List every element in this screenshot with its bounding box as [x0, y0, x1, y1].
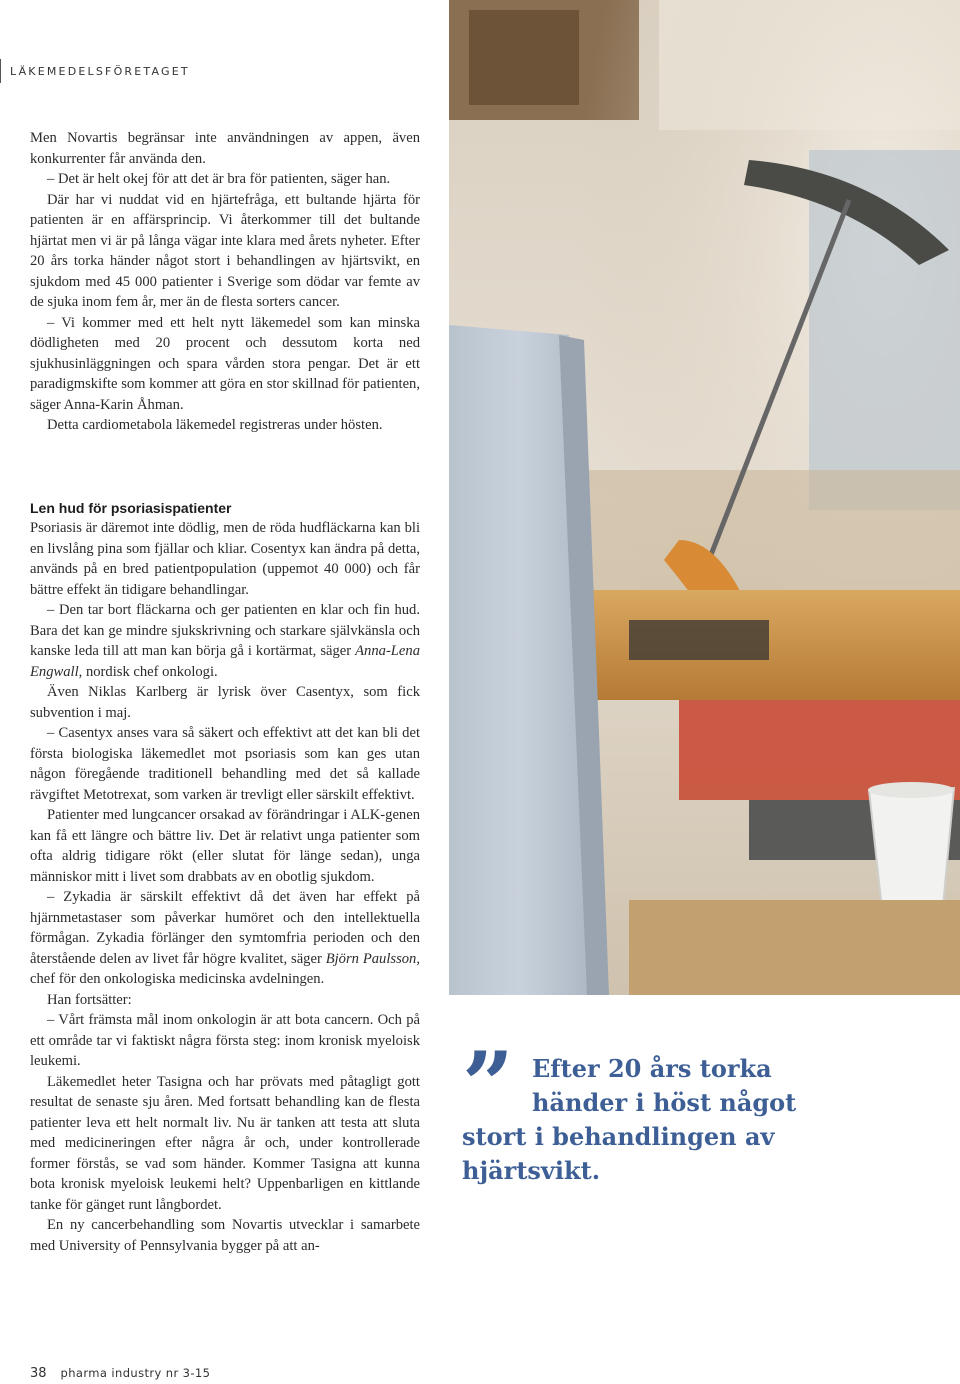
- pull-quote-line: hjärtsvikt.: [462, 1156, 601, 1185]
- paragraph: – Den tar bort fläckarna och ger patienten en klar och fin hud. Bara det kan ge mindre sjukskrivning och starkare självkänsla och kanske leda till att man kan börja gå i kortärmat, säger Anna-Lena Engwall, nordisk chef onkologi.: [30, 602, 420, 680]
- pull-quote: [462, 1032, 802, 1188]
- paragraph: Patienter med lungcancer orsakad av förändringar i ALK-genen kan få ett längre och bättre liv. Det är relativt unga patienter som ofta aldrig tidigare rökt (eller slutat för länge sedan), unga människor mitt i livet som drabbats av en obotlig sjukdom.: [30, 807, 420, 885]
- quote-mark-icon: ”: [462, 1032, 514, 1138]
- paragraph: Men Novartis begränsar inte användningen av appen, även konkurrenter får använda den.: [30, 130, 420, 167]
- page-footer: [30, 1366, 210, 1381]
- pull-quote-line: stort i behandlingen av: [462, 1122, 775, 1151]
- paragraph: Han fortsätter:: [47, 991, 132, 1008]
- pull-quote-line: händer i höst något: [532, 1088, 797, 1117]
- paragraph: Läkemedlet heter Tasigna och har prövats med påtagligt gott resultat de senaste sju åren. Med fortsatt behandling kan de flesta patienter leva ett helt normalt liv. Nu är tanken att testa att sluta med medicineringen efter några år och, under kontrollerade former förstås, se vad som händer. Kommer Tasigna att kunna bota kronisk myeloisk leukemi helt? Uppenbarligen en kittlande tanke för gänget runt långbordet.: [30, 1073, 420, 1213]
- paragraph: – Vårt främsta mål inom onkologin är att bota cancern. Och på ett område tar vi faktiskt några första steg: inom kronisk myeloisk leukemi.: [30, 1012, 420, 1069]
- section-label: LÄKEMEDELSFÖRETAGET: [10, 64, 190, 78]
- person-name: Björn Paulsson: [325, 950, 417, 967]
- section-header: [0, 56, 190, 86]
- paragraph: Även Niklas Karlberg är lyrisk över Casentyx, som fick subvention i maj.: [30, 684, 420, 721]
- pull-quote-line: Efter 20 års torka: [532, 1054, 772, 1083]
- paragraph: – Casentyx anses vara så säkert och effektivt att det kan bli det första biologiska läkemedlet mot psoriasis som kan ges utan någon föregående traditionell behandling med det så kallade rävgiftet Metotrexat, som varken är trevligt eller särskilt effektivt.: [30, 725, 420, 803]
- section-divider: [0, 59, 1, 83]
- paragraph: – Det är helt okej för att det är bra för patienten, säger han.: [47, 171, 391, 187]
- paragraph: En ny cancerbehandling som Novartis utvecklar i samarbete med University of Pennsylvania bygger på att an-: [30, 1217, 420, 1254]
- page-number: 38: [30, 1366, 47, 1381]
- article-column-bottom: [30, 498, 420, 1256]
- paragraph: – Vi kommer med ett helt nytt läkemedel som kan minska dödligheten med 20 procent och dessutom korta ned sjukhusinläggningen och spara vården stora pengar. Det är ett paradigmskifte som kommer att göra en stor skillnad för patienten, säger Anna-Karin Åhman.: [30, 314, 420, 413]
- paragraph: – Zykadia är särskilt effektivt då det även har effekt på hjärnmetastaser som påverkar humöret och den intellektuella förmågan. Zykadia förlänger den symtomfria perioden och den återstående delen av livet får högre kvalitet, säger Björn Paulsson, chef för den onkologiska medicinska avdelningen.: [30, 889, 421, 987]
- subheading: Len hud för psoriasispatienter: [30, 500, 232, 516]
- paragraph: Psoriasis är däremot inte dödlig, men de röda hudfläckarna kan bli en livslång pina som fjällar och kliar. Cosentyx kan ändra på detta, används på en bred patientpopulation (uppemot 40 000) och får bättre effekt än tidigare behandlingar.: [30, 520, 420, 598]
- magazine-issue: pharma industry nr 3-15: [60, 1366, 211, 1380]
- paragraph: Där har vi nuddat vid en hjärtefråga, ett bultande hjärta för patienten är en affärsprincip. Vi återkommer till det bultande hjärtat men vi är på långa vägar inte klara med årets nyheter. Efter 20 års torka händer något stort i behandlingen av hjärtsvikt, en sjukdom med 45 000 patienter i Sverige som dödar var femte av de sjuka inom fem år, mer än de flesta sorters cancer.: [30, 191, 420, 310]
- office-photo: [449, 0, 960, 995]
- person-name: Anna-Lena Engwall: [30, 643, 420, 680]
- article-column-top: [30, 128, 420, 436]
- paragraph: Detta cardiometabola läkemedel registreras under hösten.: [47, 417, 383, 433]
